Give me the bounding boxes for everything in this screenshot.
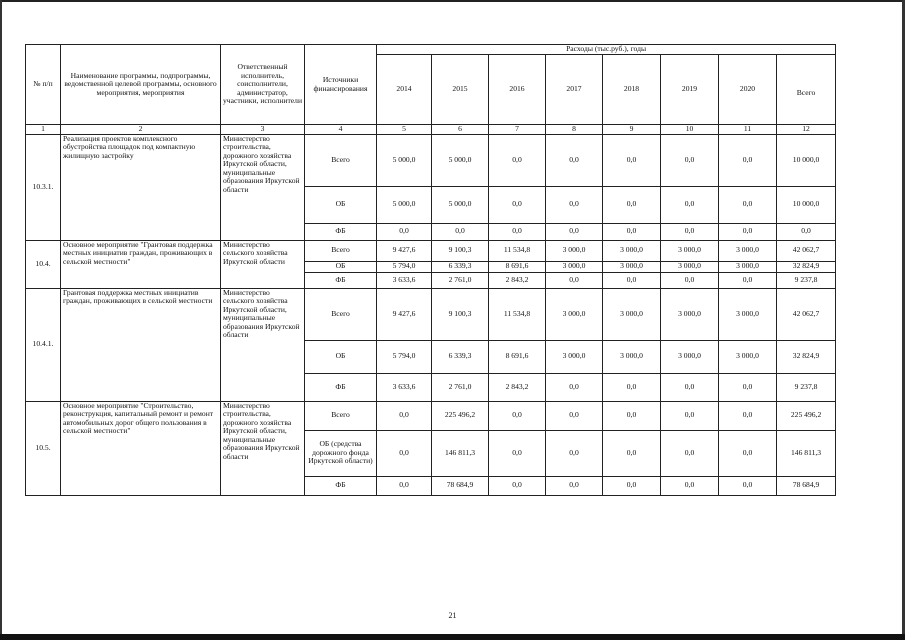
year-value: 3 000,0: [719, 261, 777, 272]
funding-source: ОБ: [305, 340, 377, 373]
header-name: Наименование программы, подпрограммы, ведомственной целевой программы, основного мероприятия, мероприятия: [61, 45, 221, 125]
row-responsible: Министерство сельского хозяйства Иркутской области, муниципальные образования Иркутской области: [221, 288, 305, 401]
funding-source: Всего: [305, 401, 377, 430]
funding-source: ОБ (средства дорожного фонда Иркутской области): [305, 430, 377, 476]
year-value: 3 000,0: [546, 240, 603, 261]
year-value: 6 339,3: [432, 261, 489, 272]
column-index: 9: [603, 125, 661, 135]
header-source: Источники финансирования: [305, 45, 377, 125]
year-value: 3 000,0: [546, 288, 603, 340]
total-value: 225 496,2: [777, 401, 836, 430]
header-total: Всего: [777, 55, 836, 125]
column-index: 5: [377, 125, 432, 135]
year-value: 11 534,8: [489, 288, 546, 340]
year-value: 3 000,0: [603, 288, 661, 340]
year-value: 3 000,0: [661, 288, 719, 340]
column-index: 6: [432, 125, 489, 135]
year-value: 0,0: [603, 476, 661, 495]
year-value: 0,0: [432, 223, 489, 240]
total-value: 146 811,3: [777, 430, 836, 476]
year-value: 0,0: [603, 373, 661, 401]
year-value: 0,0: [661, 373, 719, 401]
year-value: 0,0: [661, 476, 719, 495]
year-value: 3 000,0: [603, 261, 661, 272]
year-value: 0,0: [603, 430, 661, 476]
year-value: 0,0: [489, 476, 546, 495]
year-value: 78 684,9: [432, 476, 489, 495]
total-value: 32 824,9: [777, 340, 836, 373]
header-expenses: Расходы (тыс.руб.), годы: [377, 45, 836, 55]
year-value: 0,0: [546, 223, 603, 240]
year-value: 0,0: [489, 223, 546, 240]
total-value: 78 684,9: [777, 476, 836, 495]
total-value: 9 237,8: [777, 272, 836, 288]
funding-source: Всего: [305, 134, 377, 186]
year-value: 0,0: [603, 401, 661, 430]
year-value: 0,0: [377, 476, 432, 495]
table-row: [26, 401, 836, 430]
column-index: 1: [26, 125, 61, 135]
header-num: № п/п: [26, 45, 61, 125]
header-year: 2019: [661, 55, 719, 125]
year-value: 0,0: [719, 223, 777, 240]
table-row: [26, 134, 836, 186]
column-index: 11: [719, 125, 777, 135]
year-value: 0,0: [546, 401, 603, 430]
year-value: 5 000,0: [377, 134, 432, 186]
row-number: 10.5.: [26, 401, 61, 495]
table-row: [26, 240, 836, 261]
year-value: 11 534,8: [489, 240, 546, 261]
expenses-table: [25, 44, 836, 496]
year-value: 5 000,0: [377, 186, 432, 223]
year-value: 2 843,2: [489, 373, 546, 401]
year-value: 0,0: [546, 134, 603, 186]
year-value: 0,0: [546, 186, 603, 223]
year-value: 0,0: [661, 430, 719, 476]
year-value: 2 843,2: [489, 272, 546, 288]
year-value: 0,0: [661, 134, 719, 186]
year-value: 0,0: [546, 430, 603, 476]
year-value: 0,0: [546, 476, 603, 495]
year-value: 0,0: [719, 272, 777, 288]
year-value: 3 000,0: [603, 340, 661, 373]
year-value: 9 427,6: [377, 240, 432, 261]
year-value: 2 761,0: [432, 373, 489, 401]
year-value: 0,0: [603, 186, 661, 223]
year-value: 0,0: [546, 373, 603, 401]
year-value: 0,0: [719, 373, 777, 401]
year-value: 3 000,0: [719, 240, 777, 261]
page-left-border: [0, 0, 2, 640]
year-value: 0,0: [603, 272, 661, 288]
funding-source: ОБ: [305, 261, 377, 272]
year-value: 0,0: [719, 430, 777, 476]
funding-source: ФБ: [305, 476, 377, 495]
year-value: 3 000,0: [719, 288, 777, 340]
header-year: 2015: [432, 55, 489, 125]
total-value: 10 000,0: [777, 186, 836, 223]
total-value: 9 237,8: [777, 373, 836, 401]
year-value: 0,0: [489, 186, 546, 223]
funding-source: ОБ: [305, 186, 377, 223]
year-value: 6 339,3: [432, 340, 489, 373]
year-value: 3 000,0: [661, 340, 719, 373]
year-value: 0,0: [377, 223, 432, 240]
year-value: 8 691,6: [489, 261, 546, 272]
year-value: 0,0: [489, 401, 546, 430]
header-year: 2020: [719, 55, 777, 125]
total-value: 10 000,0: [777, 134, 836, 186]
total-value: 0,0: [777, 223, 836, 240]
column-index: 7: [489, 125, 546, 135]
year-value: 9 427,6: [377, 288, 432, 340]
funding-source: ФБ: [305, 272, 377, 288]
page-bottom-border: [0, 634, 905, 640]
row-number: 10.3.1.: [26, 134, 61, 240]
year-value: 5 794,0: [377, 340, 432, 373]
year-value: 5 000,0: [432, 134, 489, 186]
row-responsible: Министерство сельского хозяйства Иркутской области: [221, 240, 305, 288]
year-value: 8 691,6: [489, 340, 546, 373]
year-value: 0,0: [719, 401, 777, 430]
year-value: 0,0: [377, 401, 432, 430]
year-value: 2 761,0: [432, 272, 489, 288]
year-value: 0,0: [661, 223, 719, 240]
header-year: 2018: [603, 55, 661, 125]
page-top-border: [0, 0, 905, 2]
year-value: 0,0: [377, 430, 432, 476]
year-value: 5 000,0: [432, 186, 489, 223]
row-name: Основное мероприятие "Строительство, реконструкция, капитальный ремонт и ремонт автомобильных дорог общего пользования в сельской местности": [61, 401, 221, 495]
total-value: 42 062,7: [777, 288, 836, 340]
table-row: [26, 288, 836, 340]
year-value: 0,0: [489, 430, 546, 476]
year-value: 0,0: [719, 134, 777, 186]
year-value: 0,0: [661, 272, 719, 288]
year-value: 0,0: [489, 134, 546, 186]
year-value: 9 100,3: [432, 240, 489, 261]
page-number: 21: [448, 611, 457, 620]
row-responsible: Министерство строительства, дорожного хозяйства Иркутской области, муниципальные образования Иркутской области: [221, 134, 305, 240]
year-value: 3 633,6: [377, 373, 432, 401]
column-index: 2: [61, 125, 221, 135]
year-value: 3 000,0: [603, 240, 661, 261]
year-value: 3 000,0: [546, 261, 603, 272]
year-value: 3 000,0: [719, 340, 777, 373]
total-value: 42 062,7: [777, 240, 836, 261]
year-value: 5 794,0: [377, 261, 432, 272]
header-responsible: Ответственный исполнитель, соисполнители, администратор, участники, исполнители: [221, 45, 305, 125]
year-value: 3 000,0: [661, 261, 719, 272]
year-value: 0,0: [661, 186, 719, 223]
year-value: 0,0: [719, 476, 777, 495]
row-name: Реализация проектов комплексного обустройства площадок под компактную жилищную застройку: [61, 134, 221, 240]
column-index: 8: [546, 125, 603, 135]
year-value: 0,0: [546, 272, 603, 288]
year-value: 225 496,2: [432, 401, 489, 430]
column-index: 12: [777, 125, 836, 135]
header-year: 2014: [377, 55, 432, 125]
row-number: 10.4.1.: [26, 288, 61, 401]
row-name: Основное мероприятие "Грантовая поддержка местных инициатив граждан, проживающих в сельской местности": [61, 240, 221, 288]
year-value: 0,0: [719, 186, 777, 223]
funding-source: ФБ: [305, 373, 377, 401]
year-value: 0,0: [603, 134, 661, 186]
funding-source: Всего: [305, 288, 377, 340]
year-value: 3 000,0: [661, 240, 719, 261]
header-year: 2017: [546, 55, 603, 125]
row-number: 10.4.: [26, 240, 61, 288]
year-value: 146 811,3: [432, 430, 489, 476]
column-index: 10: [661, 125, 719, 135]
year-value: 0,0: [603, 223, 661, 240]
funding-source: Всего: [305, 240, 377, 261]
funding-source: ФБ: [305, 223, 377, 240]
column-index: 3: [221, 125, 305, 135]
year-value: 9 100,3: [432, 288, 489, 340]
column-index: 4: [305, 125, 377, 135]
row-name: Грантовая поддержка местных инициатив граждан, проживающих в сельской местности: [61, 288, 221, 401]
total-value: 32 824,9: [777, 261, 836, 272]
year-value: 3 633,6: [377, 272, 432, 288]
header-year: 2016: [489, 55, 546, 125]
row-responsible: Министерство строительства, дорожного хозяйства Иркутской области, муниципальные образования Иркутской области: [221, 401, 305, 495]
year-value: 0,0: [661, 401, 719, 430]
year-value: 3 000,0: [546, 340, 603, 373]
